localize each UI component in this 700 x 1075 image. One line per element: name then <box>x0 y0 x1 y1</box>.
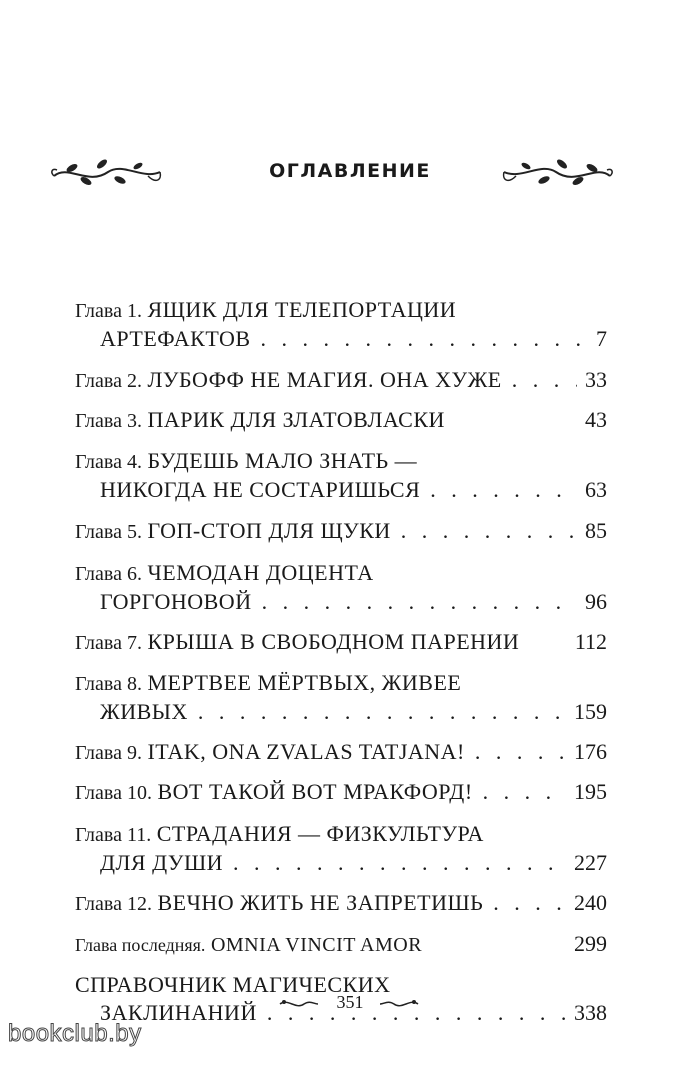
toc-entry-line <box>75 889 607 918</box>
footer-right-swirl-icon <box>378 996 420 1012</box>
chapter-title: OMNIA VINCIT AMOR <box>210 934 423 956</box>
dot-leader <box>261 325 588 353</box>
toc-entry-line <box>75 930 607 959</box>
toc-entry-first-line <box>75 820 607 849</box>
chapter-title: ЧЕМОДАН ДОЦЕНТА <box>147 560 374 585</box>
toc-entry <box>75 447 607 504</box>
page-number: 240 <box>574 890 607 915</box>
toc-entry <box>75 366 607 395</box>
toc-entry <box>75 820 607 877</box>
dot-leader <box>512 366 577 394</box>
toc-entry-second-line <box>75 476 607 504</box>
toc-entry-line <box>75 778 607 807</box>
page-number: 159 <box>574 699 607 724</box>
chapter-title: ГОП-СТОП ДЛЯ ЩУКИ <box>147 518 391 543</box>
section-title-continued: ЗАКЛИНАНИЙ <box>100 1000 257 1025</box>
table-of-contents <box>75 296 607 1027</box>
toc-entry-first-line <box>75 447 607 476</box>
page-number: 227 <box>574 850 607 875</box>
page-footer <box>0 992 700 1016</box>
toc-entry <box>75 628 607 657</box>
chapter-title: БУДЕШЬ МАЛО ЗНАТЬ — <box>147 448 418 473</box>
toc-entry-first-line <box>75 559 607 588</box>
page-number: 63 <box>585 477 607 502</box>
dot-leader <box>483 778 566 806</box>
page-number: 112 <box>574 629 607 654</box>
toc-entry <box>75 889 607 918</box>
chapter-label: Глава 5. <box>75 521 142 543</box>
page-number: 43 <box>585 407 607 432</box>
toc-entry <box>75 406 607 435</box>
toc-entry <box>75 669 607 726</box>
page-number: 195 <box>574 779 607 804</box>
chapter-title-continued: ЖИВЫХ <box>100 699 188 724</box>
chapter-title: СТРАДАНИЯ — ФИЗКУЛЬТУРА <box>156 821 484 846</box>
chapter-label: Глава 3. <box>75 410 142 432</box>
chapter-title-continued: АРТЕФАКТОВ <box>100 326 251 351</box>
chapter-title: ВОТ ТАКОЙ ВОТ МРАКФОРД! <box>157 779 473 804</box>
chapter-label: Глава 9. <box>75 742 142 764</box>
watermark: bookclub.by <box>8 1020 142 1047</box>
toc-entry <box>75 296 607 353</box>
dot-leader <box>493 889 566 917</box>
toc-entry-second-line <box>75 849 607 877</box>
chapter-label: Глава 6. <box>75 563 142 585</box>
toc-header <box>0 150 700 198</box>
toc-entry-first-line <box>75 669 607 698</box>
chapter-label: Глава 11. <box>75 824 152 846</box>
page-number-footer: 351 <box>336 992 364 1012</box>
toc-entry-first-line <box>75 296 607 325</box>
page-number: 96 <box>585 589 607 614</box>
dot-leader <box>430 476 577 504</box>
toc-entry-line <box>75 738 607 767</box>
chapter-label: Глава 7. <box>75 632 142 654</box>
toc-entry-line <box>75 406 607 435</box>
dot-leader <box>475 738 566 766</box>
toc-entry-second-line <box>75 698 607 726</box>
section-title: СПРАВОЧНИК МАГИЧЕСКИХ <box>75 972 391 997</box>
toc-entry-line <box>75 517 607 546</box>
dot-leader <box>233 849 566 877</box>
chapter-label: Глава 12. <box>75 893 152 915</box>
page-number: 85 <box>585 518 607 543</box>
toc-entry <box>75 738 607 767</box>
chapter-title: ВЕЧНО ЖИТЬ НЕ ЗАПРЕТИШЬ <box>157 890 484 915</box>
chapter-title: ПАРИК ДЛЯ ЗЛАТОВЛАСКИ <box>147 407 445 432</box>
page-number: 33 <box>585 367 607 392</box>
chapter-title: ЛУБОФФ НЕ МАГИЯ. ОНА ХУЖЕ <box>147 367 502 392</box>
chapter-title: ITAK, ONA ZVALAS TATJANA! <box>147 739 465 764</box>
page-number: 7 <box>596 326 607 351</box>
page-number: 299 <box>574 931 607 956</box>
toc-heading: ОГЛАВЛЕНИЕ <box>269 160 431 182</box>
chapter-label: Глава 4. <box>75 451 142 473</box>
toc-entry <box>75 778 607 807</box>
toc-entry-second-line <box>75 325 607 353</box>
dot-leader <box>198 698 566 726</box>
toc-entry-line <box>75 366 607 395</box>
chapter-title: МЕРТВЕЕ МЁРТВЫХ, ЖИВЕЕ <box>147 670 462 695</box>
page-number: 176 <box>574 739 607 764</box>
toc-entry <box>75 930 607 959</box>
toc-entry <box>75 517 607 546</box>
right-floral-ornament-icon <box>498 150 616 198</box>
chapter-label: Глава 8. <box>75 673 142 695</box>
chapter-title-continued: НИКОГДА НЕ СОСТАРИШЬСЯ <box>100 477 421 502</box>
chapter-label: Глава 2. <box>75 370 142 392</box>
chapter-label: Глава последняя. <box>75 935 206 955</box>
toc-entry <box>75 559 607 616</box>
chapter-title: ЯЩИК ДЛЯ ТЕЛЕПОРТАЦИИ <box>147 297 457 322</box>
chapter-title-continued: ДЛЯ ДУШИ <box>100 850 224 875</box>
chapter-label: Глава 1. <box>75 300 142 322</box>
page-number: 338 <box>574 1000 607 1025</box>
toc-entry-line <box>75 628 607 657</box>
chapter-title: КРЫША В СВОБОДНОМ ПАРЕНИИ <box>147 629 520 654</box>
chapter-title-continued: ГОРГОНОВОЙ <box>100 589 252 614</box>
dot-leader <box>401 517 577 545</box>
chapter-label: Глава 10. <box>75 782 152 804</box>
toc-entry-second-line <box>75 588 607 616</box>
dot-leader <box>262 588 577 616</box>
